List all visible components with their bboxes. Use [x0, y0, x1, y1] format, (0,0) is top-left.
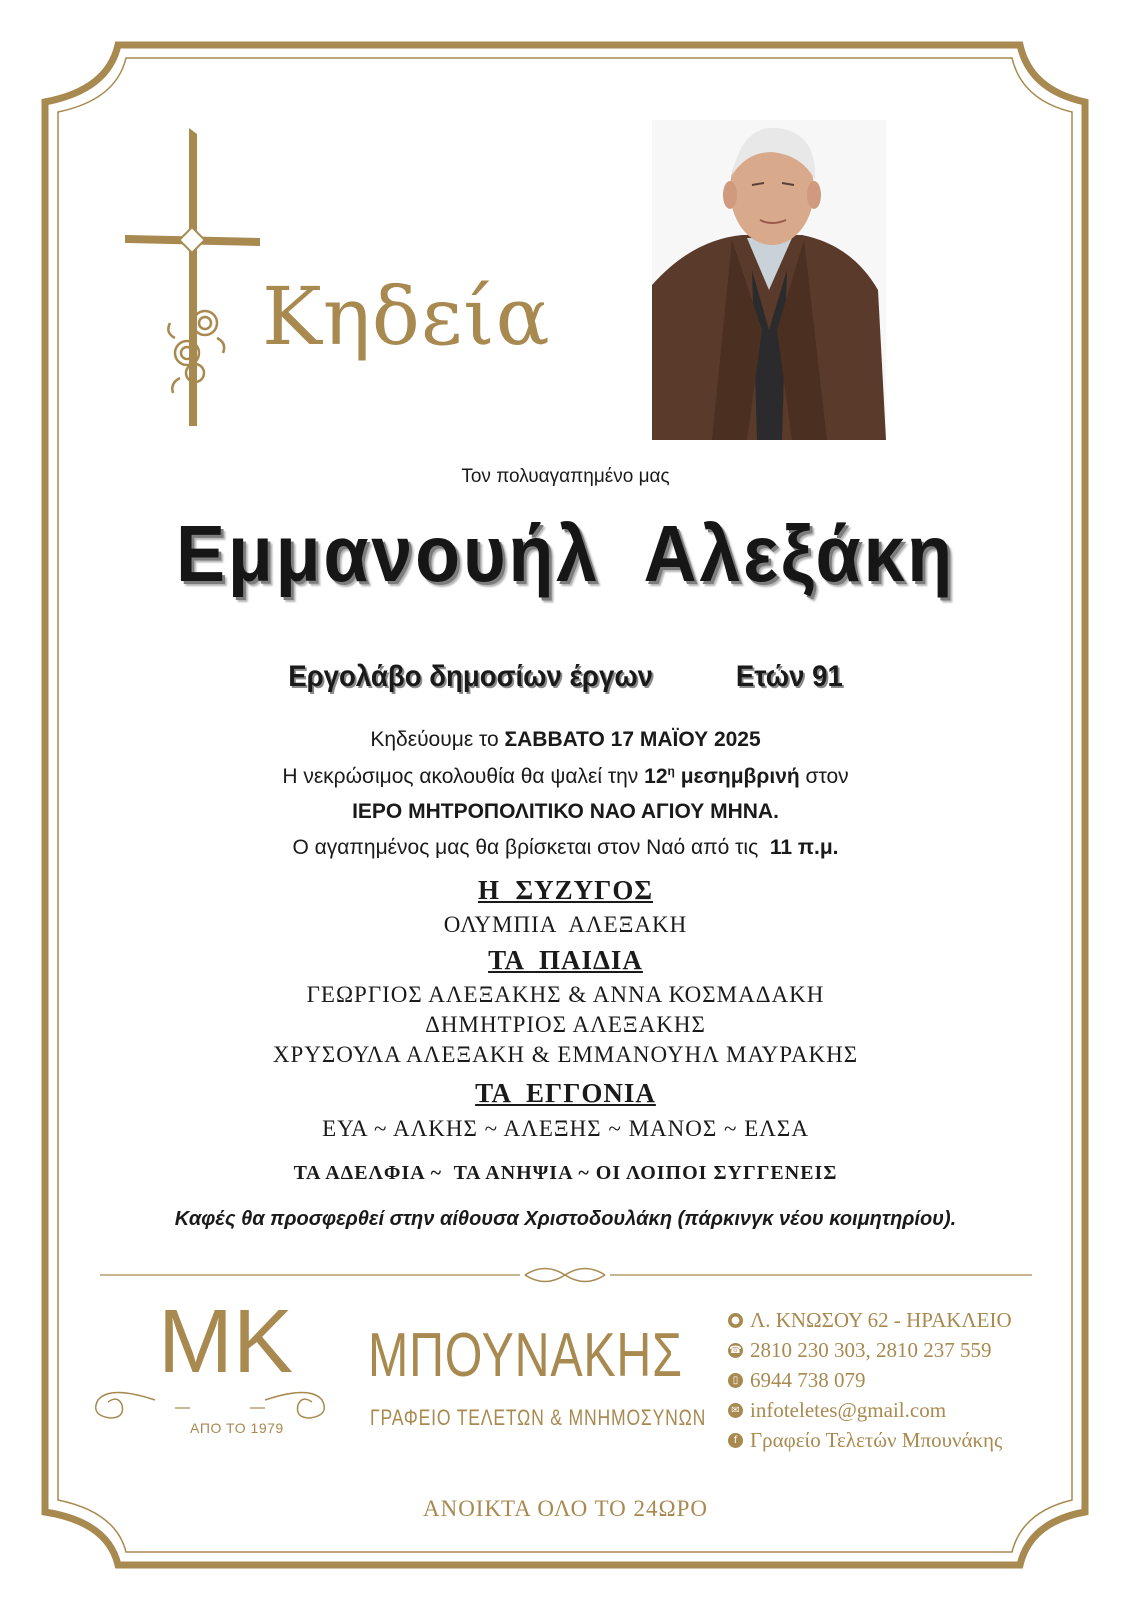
- church-name: ΙΕΡΟ ΜΗΤΡΟΠΟΛΙΤΙΚΟ ΝΑΟ ΑΓΙΟΥ ΜΗΝΑ.: [352, 800, 779, 823]
- contact-facebook[interactable]: [728, 1428, 1002, 1453]
- contact-text[interactable]: Γραφείο Τελετών Μπουνάκης: [750, 1428, 1003, 1452]
- contact-phone: [728, 1338, 992, 1363]
- service-suffix: στον: [799, 765, 849, 788]
- child-name: ΓΕΩΡΓΙΟΣ ΑΛΕΞΑΚΗΣ & ΑΝΝΑ ΚΟΣΜΑΔΑΚΗ: [306, 982, 825, 1007]
- occupation: Εργολάβο δημοσίων έργων: [288, 660, 654, 693]
- occupation-age-line: [45, 660, 1086, 694]
- contact-address: [728, 1308, 1012, 1333]
- spouse-name: ΟΛΥΜΠΙΑ ΑΛΕΞΑΚΗ: [443, 912, 688, 937]
- mobile-icon: ▯: [728, 1373, 743, 1388]
- brand-name: ΜΠΟΥΝΑΚΗΣ: [368, 1321, 683, 1390]
- contact-text: 6944 738 079: [750, 1368, 866, 1392]
- email-icon: ✉: [728, 1403, 743, 1418]
- viewing-prefix: Ο αγαπημένος μας θα βρίσκεται στον Ναό από τις: [292, 836, 770, 859]
- logo-monogram: MK: [158, 1292, 293, 1392]
- service-time: 12: [644, 765, 668, 788]
- funeral-date-line: [0, 728, 1131, 752]
- open-hours: ΑΝΟΙΚΤΑ ΟΛΟ ΤΟ 24ΩΡΟ: [422, 1496, 709, 1521]
- cross-icon: [125, 128, 265, 428]
- service-prefix: Η νεκρώσιμος ακολουθία θα ψαλεί την: [282, 765, 645, 788]
- deceased-photo: [652, 120, 886, 440]
- children-heading: ΤΑ ΠΑΙΔΙΑ: [488, 945, 643, 975]
- funeral-date-prefix: Κηδεύουμε το: [370, 728, 505, 751]
- contact-email[interactable]: [728, 1398, 946, 1423]
- viewing-line: [0, 836, 1131, 860]
- brand-subtitle: ΓΡΑΦΕΙΟ ΤΕΛΕΤΩΝ & ΜΝΗΜΟΣΥΝΩΝ: [370, 1405, 707, 1430]
- funeral-date: ΣΑΒΒΑΤΟ 17 ΜΑΪΟΥ 2025: [504, 728, 761, 751]
- deceased-name: Εμμανουήλ Αλεξάκη: [175, 509, 955, 598]
- grandchildren-names: ΕΥΑ ~ ΑΛΚΗΣ ~ ΑΛΕΞΗΣ ~ ΜΑΝΟΣ ~ ΕΛΣΑ: [322, 1116, 809, 1141]
- contact-mobile: [728, 1368, 866, 1393]
- spouse-heading: Η ΣΥΖΥΓΟΣ: [478, 875, 653, 905]
- service-line: [0, 764, 1131, 789]
- contact-text: 2810 230 303, 2810 237 559: [750, 1338, 992, 1362]
- facebook-icon: f: [728, 1433, 743, 1448]
- notice-title: Κηδεία: [262, 270, 551, 363]
- contact-text[interactable]: infoteletes@gmail.com: [750, 1398, 947, 1422]
- relatives-line: ΤΑ ΑΔΕΛΦΙΑ ~ ΤΑ ΑΝΗΨΙΑ ~ ΟΙ ΛΟΙΠΟΙ ΣΥΓΓΕΝΕΙΣ: [293, 1162, 838, 1184]
- phone-icon: ☎: [729, 1345, 742, 1356]
- coffee-note: Καφές θα προσφερθεί στην αίθουσα Χριστοδουλάκη (πάρκινγκ νέου κοιμητηρίου).: [174, 1208, 957, 1230]
- child-name: ΧΡΥΣΟΥΛΑ ΑΛΕΞΑΚΗ & ΕΜΜΑΝΟΥΗΛ ΜΑΥΡΑΚΗΣ: [272, 1042, 859, 1067]
- service-time-sup: η: [667, 764, 675, 778]
- location-icon: ●: [728, 1313, 743, 1328]
- funeral-home-logo: [90, 1290, 330, 1430]
- service-time-post: μεσημβρινή: [674, 765, 800, 788]
- contact-text: Λ. ΚΝΩΣΟΥ 62 - ΗΡΑΚΛΕΙΟ: [750, 1308, 1012, 1332]
- child-name: ΔΗΜΗΤΡΙΟΣ ΑΛΕΞΑΚΗΣ: [425, 1012, 706, 1037]
- intro-text: Τον πολυαγαπημένο μας: [461, 466, 670, 487]
- grandchildren-heading: ΤΑ ΕΓΓΟΝΙΑ: [475, 1078, 656, 1108]
- viewing-time: 11 π.μ.: [769, 836, 839, 859]
- since-text: ΑΠΟ ΤΟ 1979: [190, 1420, 284, 1436]
- age: Ετών 91: [735, 660, 843, 693]
